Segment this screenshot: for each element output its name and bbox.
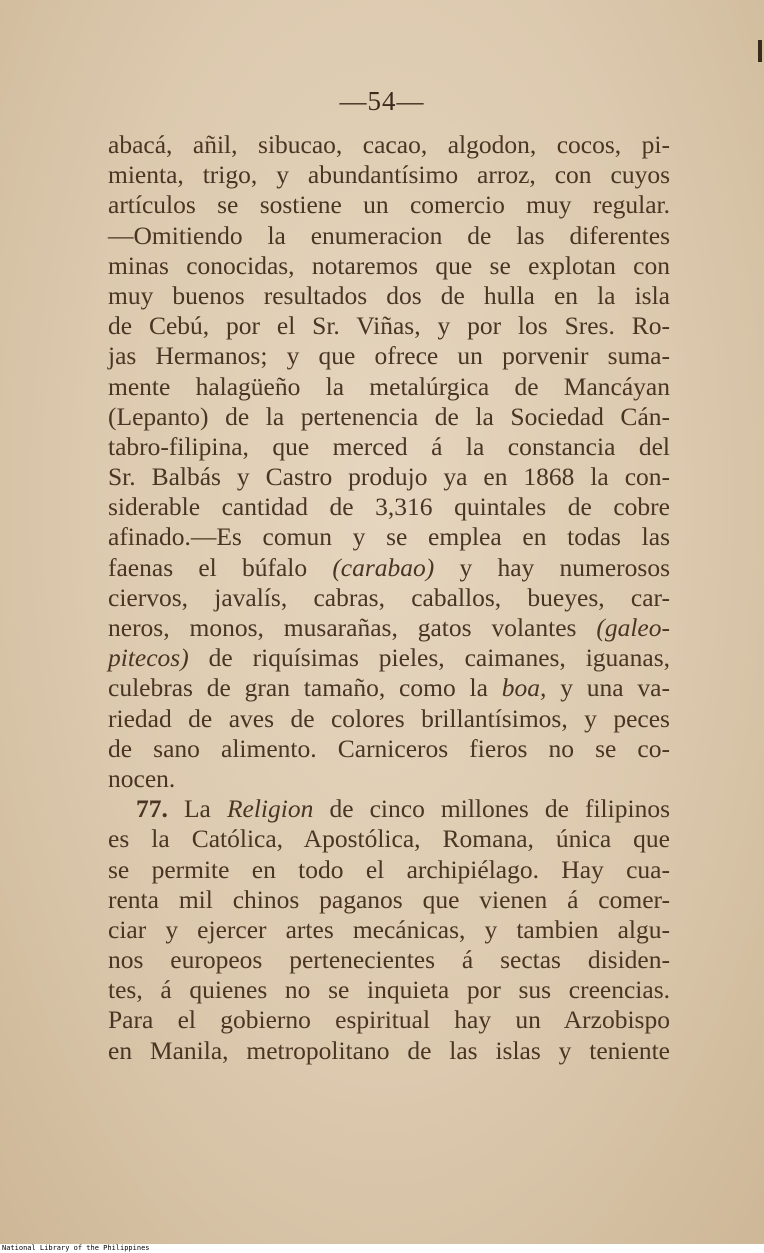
italic-term: pitecos) xyxy=(108,643,189,673)
text-run: minas conocidas, notaremos que se explotan con xyxy=(108,250,670,280)
text-line xyxy=(108,764,670,794)
text-run: y hay numerosos xyxy=(434,552,670,582)
text-run: nos europeos pertenecientes á sectas disiden- xyxy=(108,945,670,975)
italic-term: Religion xyxy=(226,794,314,824)
text-run: de cinco millones de filipinos xyxy=(313,794,670,824)
text-run: es la Católica, Apostólica, Romana, única que xyxy=(108,824,670,854)
text-run: mente halagüeño la metalúrgica de Mancáyan xyxy=(108,371,670,401)
text-run: de sano alimento. Carniceros fieros no se co- xyxy=(108,733,670,763)
text-run: neros, monos, musarañas, gatos volantes xyxy=(108,613,597,642)
text-line xyxy=(108,492,670,522)
text-line xyxy=(108,855,670,885)
text-line xyxy=(108,613,670,643)
text-run: ciar y ejercer artes mecánicas, y tambien algu- xyxy=(108,914,670,944)
text-run: siderable cantidad de 3,316 quintales de cobre xyxy=(108,492,670,522)
text-line xyxy=(108,402,670,432)
text-line xyxy=(108,734,670,764)
text-line xyxy=(108,643,670,673)
text-line xyxy=(108,432,670,462)
text-run: La xyxy=(167,794,227,824)
page-edge-mark xyxy=(758,40,762,62)
text-run: jas Hermanos; y que ofrece un porvenir suma- xyxy=(108,341,670,371)
text-line xyxy=(108,915,670,945)
section-number: 77. xyxy=(136,794,168,824)
text-run: culebras de gran tamaño, como la xyxy=(108,673,502,703)
text-run: Para el gobierno espiritual hay un Arzobispo xyxy=(108,1005,670,1035)
text-run: en Manila, metropolitano de las islas y teniente xyxy=(108,1035,670,1065)
text-run: —Omitiendo la enumeracion de las diferentes xyxy=(108,220,670,250)
text-run: (Lepanto) de la pertenencia de la Sociedad Cán- xyxy=(108,401,670,431)
text-line xyxy=(108,372,670,402)
text-line xyxy=(108,975,670,1005)
text-run: tes, á quienes no se inquieta por sus creencias. xyxy=(108,975,670,1005)
text-line xyxy=(108,190,670,220)
text-line xyxy=(108,160,670,190)
italic-term: (carabao) xyxy=(332,552,435,582)
text-run: de riquísimas pieles, caimanes, iguanas, xyxy=(188,643,670,673)
text-line xyxy=(108,1005,670,1035)
text-line xyxy=(108,553,670,583)
text-line xyxy=(108,673,670,703)
text-line xyxy=(108,522,670,552)
section-start-line xyxy=(108,794,670,824)
library-footer: National Library of the Philippines xyxy=(2,1244,150,1252)
text-run: mienta, trigo, y abundantísimo arroz, con cuyos xyxy=(108,160,670,190)
text-line xyxy=(108,945,670,975)
text-line xyxy=(108,281,670,311)
text-run: ciervos, javalís, cabras, caballos, bueyes, car- xyxy=(108,582,670,612)
text-line xyxy=(108,130,670,160)
text-line xyxy=(108,583,670,613)
text-line xyxy=(108,885,670,915)
text-run: afinado.—Es comun y se emplea en todas las xyxy=(108,522,670,552)
text-run: muy buenos resultados dos de hulla en la isla xyxy=(108,280,670,310)
text-run: nocen. xyxy=(108,763,176,793)
text-line xyxy=(108,1036,670,1066)
text-line xyxy=(108,824,670,854)
text-run: faenas el búfalo xyxy=(108,552,333,582)
text-run: Sr. Balbás y Castro produjo ya en 1868 la con- xyxy=(108,462,670,492)
body-text xyxy=(108,130,670,1066)
text-run: tabro-filipina, que merced á la constancia del xyxy=(108,431,670,461)
text-line xyxy=(108,251,670,281)
text-run: artículos se sostiene un comercio muy regular. xyxy=(108,190,670,220)
italic-term: (galeo- xyxy=(596,613,670,642)
text-line xyxy=(108,221,670,251)
italic-term: boa, xyxy=(501,673,547,703)
text-run: abacá, añil, sibucao, cacao, algodon, cocos, pi- xyxy=(108,130,670,159)
text-run: y una va- xyxy=(546,673,670,703)
text-line xyxy=(108,462,670,492)
text-run: se permite en todo el archipiélago. Hay cua- xyxy=(108,854,670,884)
text-line xyxy=(108,311,670,341)
text-run: riedad de aves de colores brillantísimos, y peces xyxy=(108,703,670,733)
text-line xyxy=(108,704,670,734)
text-run: renta mil chinos paganos que vienen á comer- xyxy=(108,884,670,914)
text-line xyxy=(108,341,670,371)
page-number: —54— xyxy=(339,86,425,116)
text-run: de Cebú, por el Sr. Viñas, y por los Sres. Ro- xyxy=(108,311,670,341)
